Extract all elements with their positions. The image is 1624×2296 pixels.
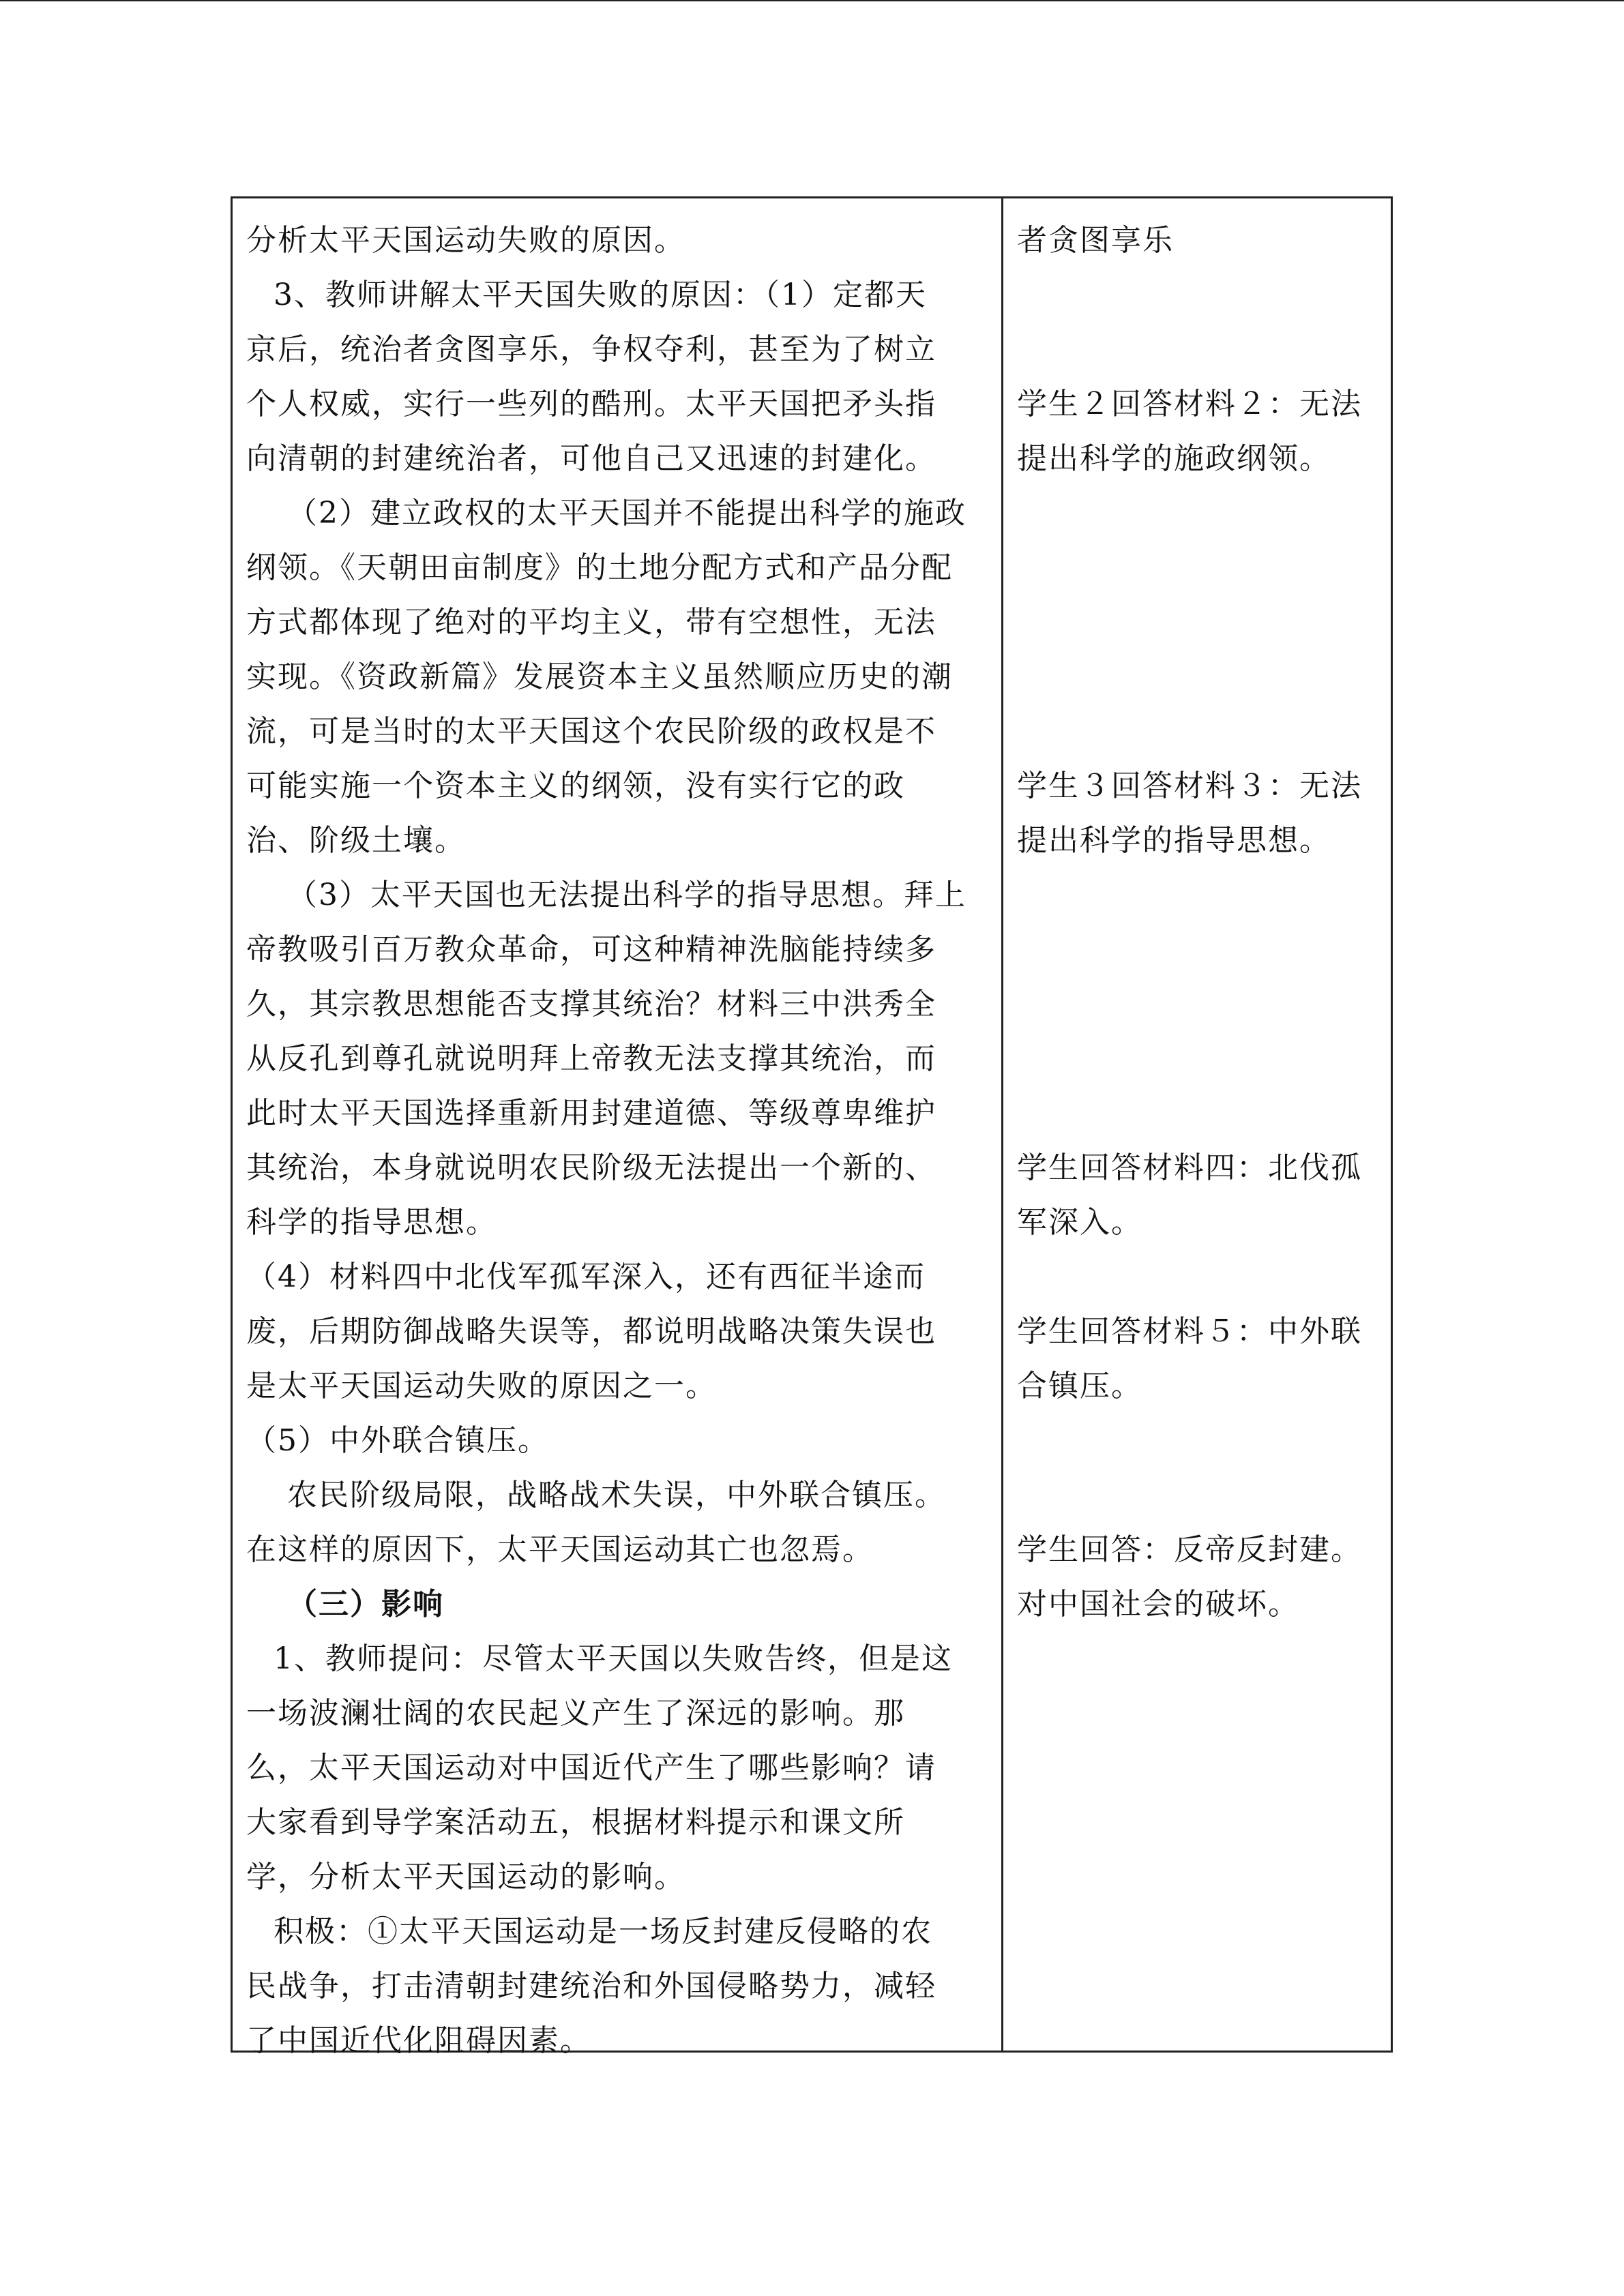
- text-line: （3）太平天国也无法提出科学的指导思想。拜上: [287, 878, 966, 912]
- text-line: 此时太平天国选择重新用封建道德、等级尊卑维护: [246, 1096, 936, 1131]
- text-line: 积极：①太平天国运动是一场反封建反侵略的农: [274, 1914, 932, 1949]
- text-line: 是太平天国运动失败的原因之一。: [246, 1369, 717, 1403]
- text-line: 向清朝的封建统治者，可他自己又迅速的封建化。: [246, 441, 936, 476]
- text-line: 在这样的原因下，太平天国运动其亡也忽焉。: [246, 1532, 874, 1567]
- text-line: 久，其宗教思想能否支撑其统治？材料三中洪秀全: [246, 987, 936, 1022]
- text-line: 可能实施一个资本主义的纲领，没有实行它的政: [246, 769, 905, 803]
- text-line: （4）材料四中北伐军孤军深入，还有西征半途而: [246, 1259, 926, 1294]
- text-line: 一场波澜壮阔的农民起义产生了深远的影响。那: [246, 1696, 905, 1731]
- student-answer-3-line2: 提出科学的指导思想。: [1017, 823, 1331, 858]
- student-answer-2-line1: 学生２回答材料２：无法: [1017, 387, 1362, 421]
- student-answer-4-line2: 军深入。: [1017, 1205, 1142, 1240]
- text-line: 京后，统治者贪图享乐，争权夺利，甚至为了树立: [246, 332, 936, 367]
- text-line: 废，后期防御战略失误等，都说明战略决策失误也: [246, 1314, 936, 1349]
- text-line: 民战争，打击清朝封建统治和外国侵略势力，减轻: [246, 1969, 936, 2003]
- text-line: 学，分析太平天国运动的影响。: [246, 1860, 685, 1894]
- text-line: （5）中外联合镇压。: [246, 1423, 549, 1458]
- text-line: 纲领。《天朝田亩制度》的土地分配方式和产品分配: [246, 550, 953, 585]
- text-line: 了中国近代化阻碍因素。: [246, 2023, 591, 2058]
- text-line: 实现。《资政新篇》发展资本主义虽然顺应历史的潮: [246, 659, 953, 694]
- student-answer-5-line1: 学生回答材料５：中外联: [1017, 1314, 1362, 1349]
- text-line: （2）建立政权的太平天国并不能提出科学的施政: [287, 496, 966, 531]
- text-line: 其统治，本身就说明农民阶级无法提出一个新的、: [246, 1150, 936, 1185]
- student-answer-3-line1: 学生３回答材料３：无法: [1017, 769, 1362, 803]
- text-line: 流，可是当时的太平天国这个农民阶级的政权是不: [246, 714, 936, 749]
- text-line: 帝教吸引百万教众革命，可这种精神洗脑能持续多: [246, 932, 936, 967]
- lesson-table: [231, 196, 1393, 2058]
- text-line: 分析太平天国运动失败的原因。: [246, 223, 685, 258]
- column-divider: [1001, 198, 1003, 2051]
- page-top-border: [0, 0, 1624, 1]
- text-line: 么，太平天国运动对中国近代产生了哪些影响？请: [246, 1750, 936, 1785]
- text-line: 大家看到导学案活动五，根据材料提示和课文所: [246, 1805, 905, 1840]
- text-line: 治、阶级土壤。: [246, 823, 466, 858]
- text-line: 3、教师讲解太平天国失败的原因：（1）定都天: [274, 278, 927, 312]
- student-answer-6-line2: 对中国社会的破坏。: [1017, 1587, 1299, 1622]
- teacher-activity-column: [246, 213, 996, 2068]
- text-line: 方式都体现了绝对的平均主义，带有空想性，无法: [246, 605, 936, 640]
- section-heading: （三）影响: [287, 1587, 444, 1622]
- text-line: 个人权威，实行一些列的酷刑。太平天国把矛头指: [246, 387, 936, 421]
- text-line: 1、教师提问：尽管太平天国以失败告终，但是这: [274, 1641, 953, 1676]
- student-answer-5-line2: 合镇压。: [1017, 1369, 1142, 1403]
- student-answer-4-line1: 学生回答材料四：北伐孤: [1017, 1150, 1362, 1185]
- student-answer-6-line1: 学生回答：反帝反封建。: [1017, 1532, 1362, 1567]
- text-line: 科学的指导思想。: [246, 1205, 497, 1240]
- text-line: 从反孔到尊孔就说明拜上帝教无法支撑其统治，而: [246, 1041, 936, 1076]
- student-note: 者贪图享乐: [1017, 223, 1174, 258]
- text-line: 农民阶级局限，战略战术失误，中外联合镇压。: [287, 1478, 946, 1512]
- student-answer-2-line2: 提出科学的施政纲领。: [1017, 441, 1331, 476]
- student-activity-column: [1017, 213, 1385, 1632]
